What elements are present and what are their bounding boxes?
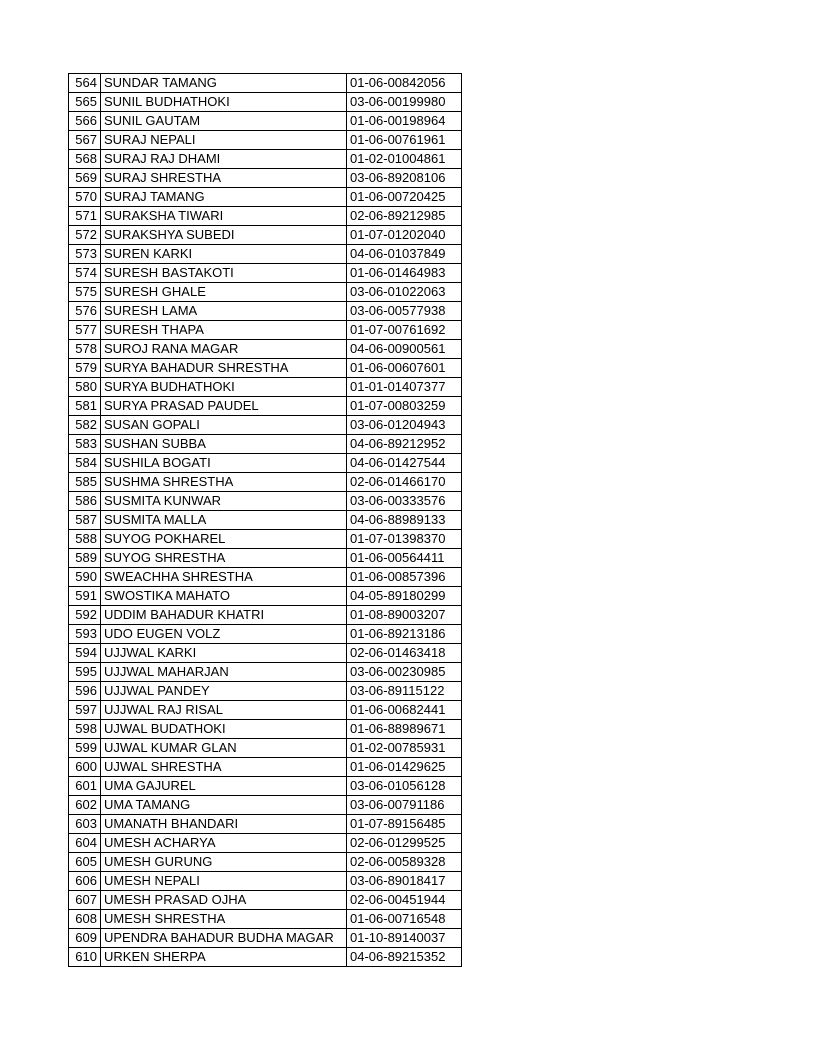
name-cell: UMESH GURUNG [101,853,347,872]
table-row [69,435,462,454]
id-code-cell: 03-06-00230985 [347,663,462,682]
row-number-cell: 591 [69,587,101,606]
id-code-cell: 04-06-01037849 [347,245,462,264]
name-cell: SURAJ RAJ DHAMI [101,150,347,169]
name-cell: SURYA PRASAD PAUDEL [101,397,347,416]
name-cell: SUSMITA KUNWAR [101,492,347,511]
roster-table [68,73,462,967]
table-row [69,74,462,93]
id-code-cell: 01-06-00761961 [347,131,462,150]
row-number-cell: 609 [69,929,101,948]
name-cell: SUSAN GOPALI [101,416,347,435]
name-cell: SURAKSHA TIWARI [101,207,347,226]
row-number-cell: 597 [69,701,101,720]
table-row [69,663,462,682]
row-number-cell: 590 [69,568,101,587]
table-row [69,131,462,150]
name-cell: UJJWAL MAHARJAN [101,663,347,682]
row-number-cell: 582 [69,416,101,435]
table-row [69,473,462,492]
name-cell: SUNIL BUDHATHOKI [101,93,347,112]
table-row [69,530,462,549]
roster-table-body [69,74,462,967]
id-code-cell: 03-06-01056128 [347,777,462,796]
name-cell: UMA TAMANG [101,796,347,815]
table-row [69,910,462,929]
table-row [69,359,462,378]
id-code-cell: 04-06-01427544 [347,454,462,473]
row-number-cell: 564 [69,74,101,93]
name-cell: SURAKSHYA SUBEDI [101,226,347,245]
table-row [69,777,462,796]
row-number-cell: 577 [69,321,101,340]
table-row [69,853,462,872]
row-number-cell: 581 [69,397,101,416]
row-number-cell: 604 [69,834,101,853]
table-row [69,815,462,834]
name-cell: SURESH GHALE [101,283,347,302]
row-number-cell: 587 [69,511,101,530]
table-row [69,226,462,245]
table-row [69,188,462,207]
table-row [69,587,462,606]
table-row [69,321,462,340]
table-row [69,302,462,321]
id-code-cell: 03-06-89115122 [347,682,462,701]
name-cell: SURAJ TAMANG [101,188,347,207]
row-number-cell: 586 [69,492,101,511]
name-cell: UDO EUGEN VOLZ [101,625,347,644]
id-code-cell: 01-02-01004861 [347,150,462,169]
name-cell: UJJWAL PANDEY [101,682,347,701]
id-code-cell: 04-06-88989133 [347,511,462,530]
name-cell: SURAJ NEPALI [101,131,347,150]
row-number-cell: 608 [69,910,101,929]
row-number-cell: 573 [69,245,101,264]
id-code-cell: 01-06-00607601 [347,359,462,378]
name-cell: UJWAL SHRESTHA [101,758,347,777]
row-number-cell: 605 [69,853,101,872]
id-code-cell: 01-07-01398370 [347,530,462,549]
name-cell: SUNDAR TAMANG [101,74,347,93]
id-code-cell: 01-08-89003207 [347,606,462,625]
name-cell: SUREN KARKI [101,245,347,264]
table-row [69,378,462,397]
name-cell: UJJWAL KARKI [101,644,347,663]
row-number-cell: 603 [69,815,101,834]
row-number-cell: 585 [69,473,101,492]
name-cell: SURESH LAMA [101,302,347,321]
row-number-cell: 567 [69,131,101,150]
name-cell: SUROJ RANA MAGAR [101,340,347,359]
name-cell: SURESH BASTAKOTI [101,264,347,283]
table-row [69,929,462,948]
id-code-cell: 01-06-00857396 [347,568,462,587]
row-number-cell: 602 [69,796,101,815]
name-cell: UJWAL BUDATHOKI [101,720,347,739]
table-row [69,397,462,416]
row-number-cell: 610 [69,948,101,967]
name-cell: SURAJ SHRESTHA [101,169,347,188]
table-row [69,416,462,435]
id-code-cell: 01-06-00842056 [347,74,462,93]
name-cell: SUNIL GAUTAM [101,112,347,131]
id-code-cell: 01-06-89213186 [347,625,462,644]
name-cell: UMESH PRASAD OJHA [101,891,347,910]
row-number-cell: 571 [69,207,101,226]
id-code-cell: 01-06-88989671 [347,720,462,739]
id-code-cell: 04-06-89212952 [347,435,462,454]
row-number-cell: 579 [69,359,101,378]
table-row [69,511,462,530]
name-cell: SUSHMA SHRESTHA [101,473,347,492]
table-row [69,264,462,283]
table-row [69,169,462,188]
name-cell: UJWAL KUMAR GLAN [101,739,347,758]
id-code-cell: 01-06-00198964 [347,112,462,131]
id-code-cell: 02-06-01463418 [347,644,462,663]
table-row [69,568,462,587]
id-code-cell: 02-06-00451944 [347,891,462,910]
id-code-cell: 03-06-00791186 [347,796,462,815]
id-code-cell: 02-06-01466170 [347,473,462,492]
row-number-cell: 574 [69,264,101,283]
table-row [69,682,462,701]
row-number-cell: 607 [69,891,101,910]
name-cell: SUYOG SHRESTHA [101,549,347,568]
row-number-cell: 596 [69,682,101,701]
table-row [69,283,462,302]
document-page [68,73,462,967]
id-code-cell: 01-06-00720425 [347,188,462,207]
row-number-cell: 580 [69,378,101,397]
table-row [69,606,462,625]
id-code-cell: 01-07-00803259 [347,397,462,416]
name-cell: SWEACHHA SHRESTHA [101,568,347,587]
table-row [69,112,462,131]
id-code-cell: 03-06-01022063 [347,283,462,302]
row-number-cell: 589 [69,549,101,568]
table-row [69,758,462,777]
table-row [69,834,462,853]
name-cell: URKEN SHERPA [101,948,347,967]
id-code-cell: 03-06-89018417 [347,872,462,891]
id-code-cell: 02-06-00589328 [347,853,462,872]
name-cell: SUSHAN SUBBA [101,435,347,454]
name-cell: UPENDRA BAHADUR BUDHA MAGAR [101,929,347,948]
id-code-cell: 02-06-01299525 [347,834,462,853]
table-row [69,245,462,264]
name-cell: UDDIM BAHADUR KHATRI [101,606,347,625]
table-row [69,891,462,910]
row-number-cell: 583 [69,435,101,454]
name-cell: SURESH THAPA [101,321,347,340]
name-cell: SURYA BAHADUR SHRESTHA [101,359,347,378]
row-number-cell: 595 [69,663,101,682]
id-code-cell: 04-05-89180299 [347,587,462,606]
id-code-cell: 03-06-89208106 [347,169,462,188]
id-code-cell: 01-06-00716548 [347,910,462,929]
table-row [69,492,462,511]
table-row [69,625,462,644]
row-number-cell: 565 [69,93,101,112]
name-cell: UMESH SHRESTHA [101,910,347,929]
id-code-cell: 01-07-00761692 [347,321,462,340]
id-code-cell: 01-01-01407377 [347,378,462,397]
name-cell: SWOSTIKA MAHATO [101,587,347,606]
name-cell: SURYA BUDHATHOKI [101,378,347,397]
row-number-cell: 569 [69,169,101,188]
table-row [69,340,462,359]
row-number-cell: 575 [69,283,101,302]
row-number-cell: 599 [69,739,101,758]
row-number-cell: 572 [69,226,101,245]
name-cell: UJJWAL RAJ RISAL [101,701,347,720]
name-cell: SUYOG POKHAREL [101,530,347,549]
row-number-cell: 598 [69,720,101,739]
row-number-cell: 568 [69,150,101,169]
id-code-cell: 01-06-01464983 [347,264,462,283]
row-number-cell: 592 [69,606,101,625]
id-code-cell: 01-06-00564411 [347,549,462,568]
row-number-cell: 584 [69,454,101,473]
id-code-cell: 01-02-00785931 [347,739,462,758]
row-number-cell: 606 [69,872,101,891]
table-row [69,796,462,815]
table-row [69,739,462,758]
id-code-cell: 01-06-01429625 [347,758,462,777]
row-number-cell: 593 [69,625,101,644]
name-cell: UMESH ACHARYA [101,834,347,853]
table-row [69,644,462,663]
id-code-cell: 01-10-89140037 [347,929,462,948]
row-number-cell: 601 [69,777,101,796]
name-cell: SUSMITA MALLA [101,511,347,530]
table-row [69,454,462,473]
id-code-cell: 01-07-89156485 [347,815,462,834]
id-code-cell: 03-06-01204943 [347,416,462,435]
id-code-cell: 02-06-89212985 [347,207,462,226]
table-row [69,948,462,967]
id-code-cell: 03-06-00577938 [347,302,462,321]
table-row [69,872,462,891]
row-number-cell: 566 [69,112,101,131]
table-row [69,150,462,169]
id-code-cell: 04-06-89215352 [347,948,462,967]
table-row [69,701,462,720]
row-number-cell: 578 [69,340,101,359]
row-number-cell: 594 [69,644,101,663]
table-row [69,720,462,739]
row-number-cell: 576 [69,302,101,321]
row-number-cell: 588 [69,530,101,549]
id-code-cell: 04-06-00900561 [347,340,462,359]
name-cell: UMESH NEPALI [101,872,347,891]
row-number-cell: 570 [69,188,101,207]
name-cell: UMA GAJUREL [101,777,347,796]
id-code-cell: 01-07-01202040 [347,226,462,245]
table-row [69,549,462,568]
row-number-cell: 600 [69,758,101,777]
table-row [69,93,462,112]
id-code-cell: 01-06-00682441 [347,701,462,720]
id-code-cell: 03-06-00199980 [347,93,462,112]
name-cell: UMANATH BHANDARI [101,815,347,834]
name-cell: SUSHILA BOGATI [101,454,347,473]
table-row [69,207,462,226]
id-code-cell: 03-06-00333576 [347,492,462,511]
